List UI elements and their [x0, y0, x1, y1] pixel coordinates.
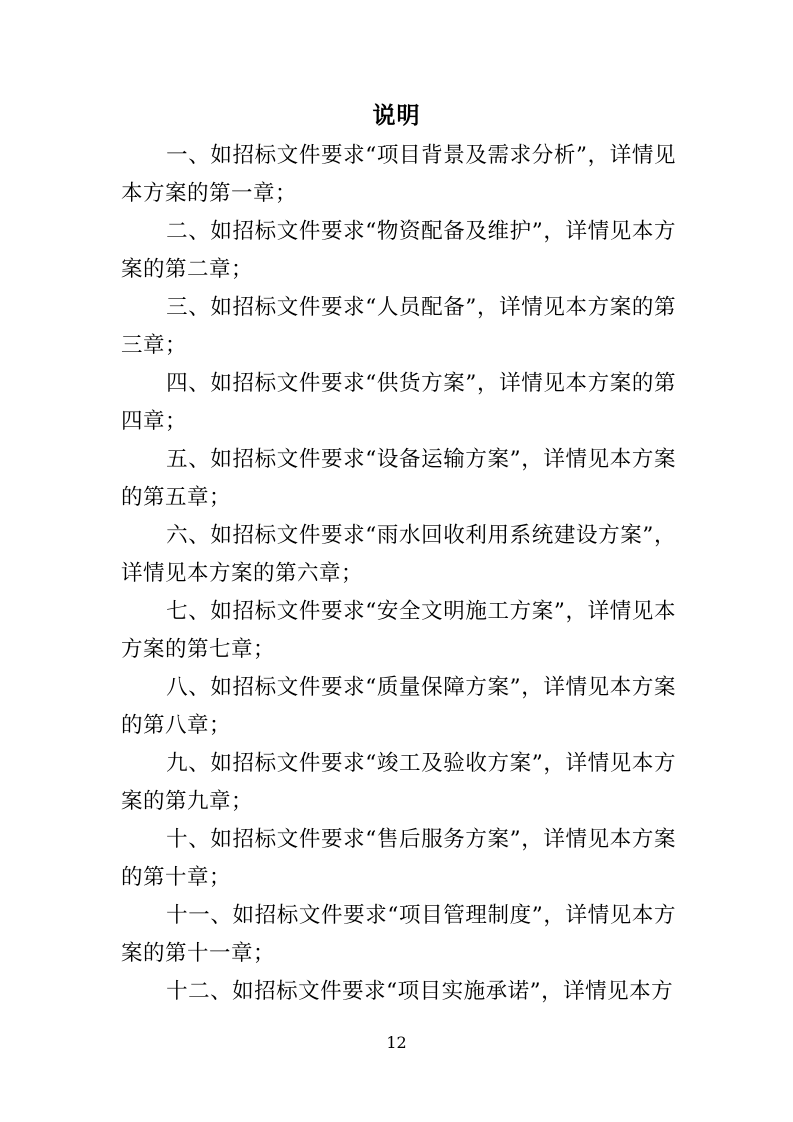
- paragraph-9: 九、如招标文件要求“竣工及验收方案”，详情见本方案的第九章；: [121, 751, 676, 814]
- paragraph-2: 二、如招标文件要求“物资配备及维护”，详情见本方案的第二章；: [121, 219, 676, 282]
- paragraph-3: 三、如招标文件要求“人员配备”，详情见本方案的第三章；: [121, 295, 676, 358]
- page-number: 12: [386, 1033, 407, 1052]
- paragraph-11: 十一、如招标文件要求“项目管理制度”，详情见本方案的第十一章；: [121, 903, 676, 966]
- paragraph-7: 七、如招标文件要求“安全文明施工方案”，详情见本方案的第七章；: [121, 599, 676, 662]
- paragraph-6: 六、如招标文件要求“雨水回收利用系统建设方案”，详情见本方案的第六章；: [121, 523, 676, 586]
- paragraph-12: 十二、如招标文件要求“项目实施承诺”，详情见本方: [166, 979, 674, 1004]
- body-text: [121, 137, 676, 1011]
- paragraph-1: 一、如招标文件要求“项目背景及需求分析”，详情见本方案的第一章；: [121, 143, 676, 206]
- paragraph-8: 八、如招标文件要求“质量保障方案”，详情见本方案的第八章；: [121, 675, 676, 738]
- paragraph-4: 四、如招标文件要求“供货方案”，详情见本方案的第四章；: [121, 371, 676, 434]
- paragraph-10: 十、如招标文件要求“售后服务方案”，详情见本方案的第十章；: [121, 827, 676, 890]
- paragraph-5: 五、如招标文件要求“设备运输方案”，详情见本方案的第五章；: [121, 447, 676, 510]
- page-title: 说明: [372, 103, 421, 129]
